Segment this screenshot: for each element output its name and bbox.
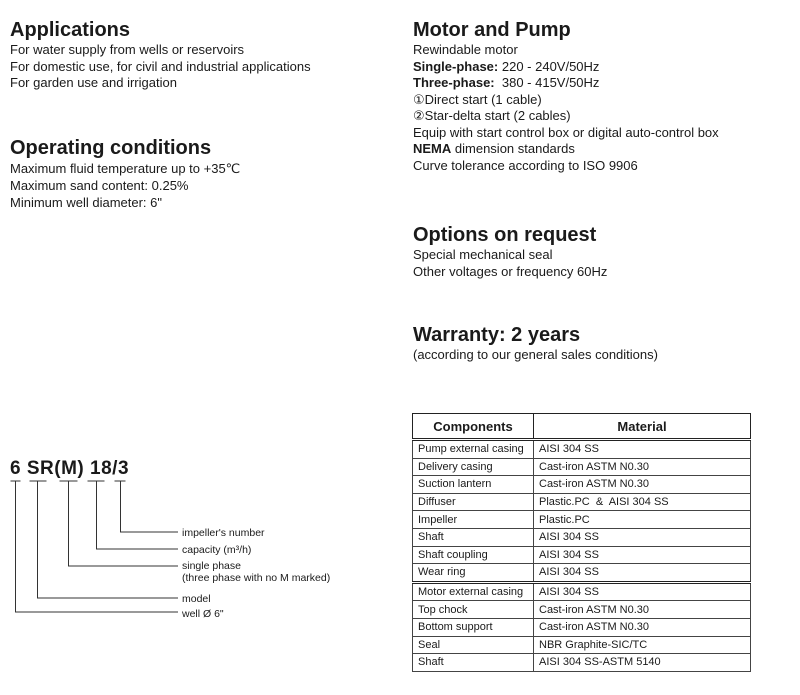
- nema-label: NEMA: [413, 141, 452, 156]
- component-cell: Wear ring: [413, 564, 534, 583]
- label-model: model: [182, 593, 211, 605]
- operating-line: Maximum sand content: 0.25%: [10, 178, 189, 193]
- label-well: well Ø 6": [182, 608, 224, 620]
- options-line: Special mechanical seal: [413, 247, 553, 262]
- options-section: [413, 224, 607, 280]
- applications-line: For domestic use, for civil and industrial applications: [10, 58, 311, 74]
- table-row: [413, 618, 751, 636]
- material-cell: AISI 304 SS: [534, 582, 751, 601]
- applications-title: Applications: [10, 19, 131, 41]
- component-cell: Suction lantern: [413, 476, 534, 494]
- code-phase: (M): [54, 458, 85, 479]
- applications-line: For garden use and irrigation: [10, 75, 177, 90]
- component-cell: Motor external casing: [413, 582, 534, 601]
- direct-start-line: ①Direct start (1 cable): [413, 91, 542, 107]
- component-cell: Diffuser: [413, 493, 534, 511]
- component-cell: Delivery casing: [413, 458, 534, 476]
- code-slash: /: [112, 458, 118, 479]
- warranty-section: [413, 324, 658, 364]
- material-cell: Cast-iron ASTM N0.30: [534, 476, 751, 494]
- label-phase: single phase: [182, 560, 241, 572]
- table-row: [413, 601, 751, 619]
- component-cell: Impeller: [413, 511, 534, 529]
- operating-line: Minimum well diameter: 6": [10, 195, 162, 210]
- label-phase-note: (three phase with no M marked): [182, 572, 331, 584]
- table-row: [413, 564, 751, 583]
- three-phase-label: Three-phase:: [413, 75, 495, 90]
- code-capacity: 18: [90, 458, 113, 479]
- label-impeller: impeller's number: [182, 527, 265, 539]
- header-material: Material: [534, 414, 751, 440]
- motor-title: Motor and Pump: [413, 19, 571, 41]
- tolerance-line: Curve tolerance according to ISO 9906: [413, 157, 638, 173]
- motor-section: [413, 19, 719, 174]
- three-phase-line: [413, 75, 719, 92]
- material-cell: AISI 304 SS-ASTM 5140: [534, 654, 751, 672]
- table-row: [413, 528, 751, 546]
- options-line: Other voltages or frequency 60Hz: [413, 263, 608, 279]
- operating-line: Maximum fluid temperature up to +35℃: [10, 161, 241, 176]
- star-delta-line: ②Star-delta start (2 cables): [413, 108, 571, 123]
- components-table: [412, 413, 751, 672]
- table-row: [413, 440, 751, 459]
- table-row: [413, 458, 751, 476]
- component-cell: Top chock: [413, 601, 534, 619]
- material-cell: Plastic.PC: [534, 511, 751, 529]
- table-row: [413, 546, 751, 564]
- applications-line: For water supply from wells or reservoirs: [10, 42, 245, 57]
- code-model: SR: [26, 458, 55, 479]
- control-box-line: Equip with start control box or digital auto-control box: [413, 124, 719, 140]
- warranty-title: Warranty: 2 years: [413, 324, 581, 346]
- component-cell: Shaft coupling: [413, 546, 534, 564]
- bracket-capacity: [88, 481, 179, 549]
- nema-line: [413, 141, 719, 158]
- label-capacity: capacity (m³/h): [182, 544, 252, 556]
- component-cell: Shaft: [413, 528, 534, 546]
- header-components: Components: [413, 414, 534, 440]
- table-row: [413, 493, 751, 511]
- bracket-phase: [60, 481, 179, 566]
- code-impeller: 3: [117, 458, 130, 479]
- material-cell: NBR Graphite-SIC/TC: [534, 636, 751, 654]
- bracket-model: [30, 481, 179, 598]
- code-well: 6: [10, 458, 22, 479]
- single-phase-value: 220 - 240V/50Hz: [498, 58, 600, 74]
- single-phase-line: [413, 59, 719, 76]
- motor-line: Rewindable motor: [413, 42, 518, 57]
- component-cell: Pump external casing: [413, 440, 534, 459]
- bracket-impeller: [115, 481, 179, 532]
- material-cell: Plastic.PC & AISI 304 SS: [534, 493, 751, 511]
- material-cell: AISI 304 SS: [534, 440, 751, 459]
- material-cell: Cast-iron ASTM N0.30: [534, 618, 751, 636]
- table-row: [413, 511, 751, 529]
- table-row: [413, 582, 751, 601]
- options-title: Options on request: [413, 224, 597, 246]
- single-phase-label: Single-phase:: [413, 58, 499, 74]
- component-cell: Shaft: [413, 654, 534, 672]
- component-cell: Bottom support: [413, 618, 534, 636]
- warranty-note: (according to our general sales conditions): [413, 347, 658, 362]
- three-phase-value: 380 - 415V/50Hz: [494, 75, 600, 90]
- material-cell: AISI 304 SS: [534, 564, 751, 583]
- material-cell: Cast-iron ASTM N0.30: [534, 601, 751, 619]
- operating-title: Operating conditions: [10, 137, 212, 159]
- table-header-row: [413, 414, 751, 440]
- material-cell: AISI 304 SS: [534, 528, 751, 546]
- table-row: [413, 636, 751, 654]
- bracket-well: [11, 481, 179, 612]
- nema-value: dimension standards: [451, 141, 575, 156]
- table-row: [413, 654, 751, 672]
- table-row: [413, 476, 751, 494]
- component-cell: Seal: [413, 636, 534, 654]
- material-cell: AISI 304 SS: [534, 546, 751, 564]
- material-cell: Cast-iron ASTM N0.30: [534, 458, 751, 476]
